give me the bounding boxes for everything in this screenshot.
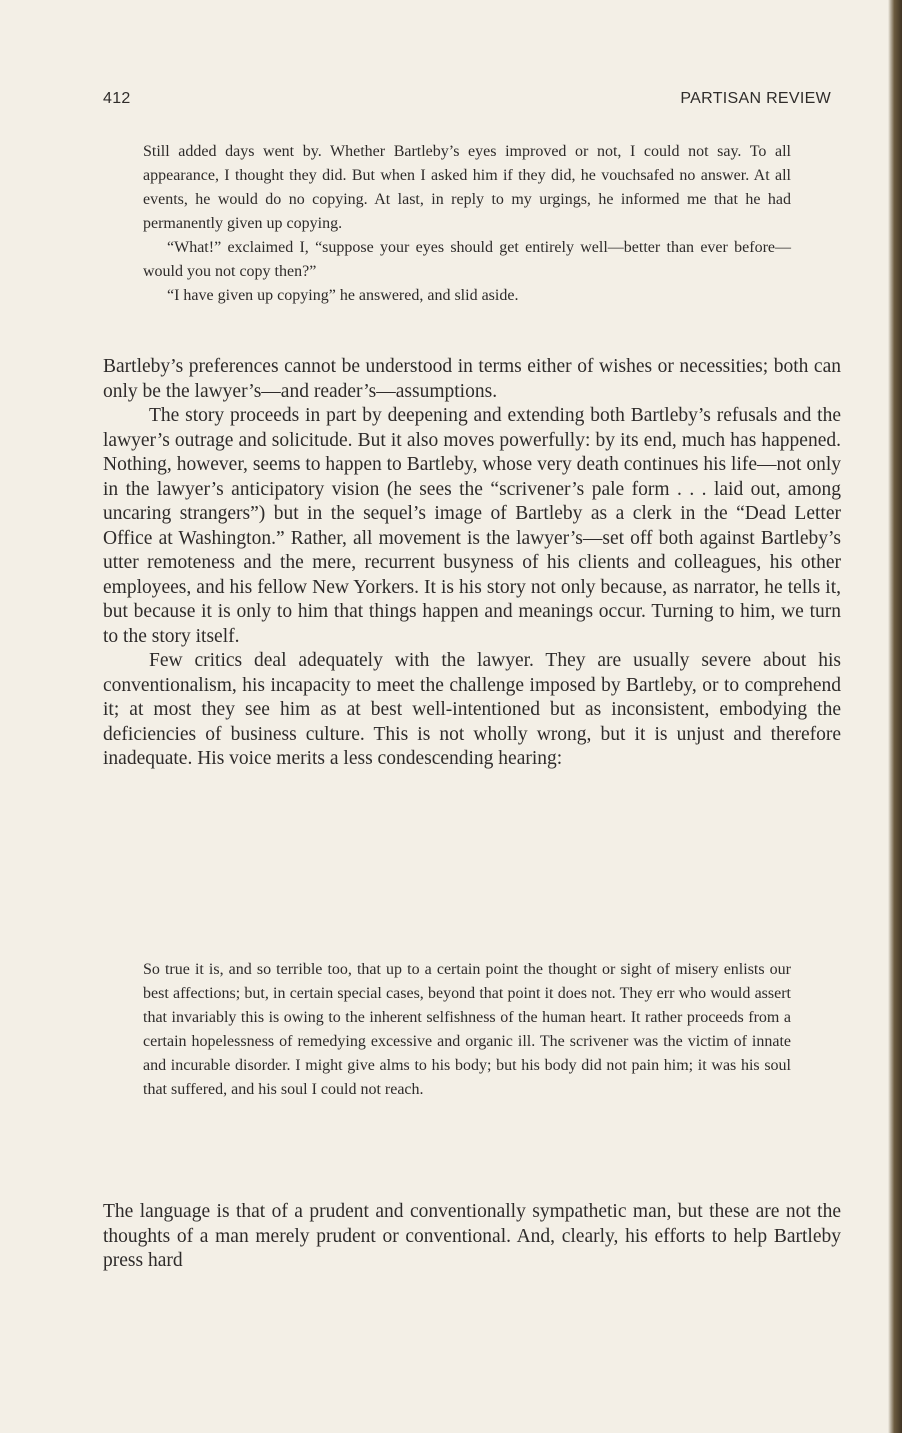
block-quote-lawyer-voice	[143, 958, 791, 1102]
body-paragraph: Bartleby’s preferences cannot be understood in terms either of wishes or necessities; both can only be the lawyer’s—and reader’s—assumptions.	[103, 356, 841, 402]
body-paragraph: The story proceeds in part by deepening and extending both Bartleby’s refusals and the lawyer’s outrage and solicitude. But it also moves powerfully: by its end, much has happened. Nothing, however, seems to happen to Bartleby, whose very death continues his life—not only in the lawyer’s anticipatory vision (he sees the “scrivener’s pale form . . . laid out, among uncaring strangers”) but in the sequel’s image of Bartleby as a clerk in the “Dead Letter Office at Washington.” Rather, all movement is the lawyer’s—set off both against Bartleby’s utter remoteness and the mere, recurrent busyness of his clients and colleagues, his other employees, and his fellow New Yorkers. It is his story not only because, as narrator, he tells it, but because it is only to him that things happen and meanings occur. Turning to him, we turn to the story itself.	[103, 405, 841, 647]
journal-title: PARTISAN REVIEW	[680, 90, 831, 107]
body-paragraph: Few critics deal adequately with the lawyer. They are usually severe about his conventionalism, his incapacity to meet the challenge imposed by Bartleby, or to comprehend it; at most they see him as at best well-intentioned but as inconsistent, embodying the deficiencies of business culture. This is not wholly wrong, but it is unjust and therefore inadequate. His voice merits a less condescending hearing:	[103, 650, 841, 769]
main-body-text	[103, 355, 841, 772]
quote-paragraph: Still added days went by. Whether Bartleby’s eyes improved or not, I could not say. To all appearance, I thought they did. But when I asked him if they did, he vouchsafed no answer. At all events, he would do no copying. At last, in reply to my urgings, he informed me that he had permanently given up copying.	[143, 143, 791, 232]
page-number: 412	[103, 90, 131, 107]
quote-paragraph: “I have given up copying” he answered, and slid aside.	[167, 287, 519, 304]
closing-body-text	[103, 1200, 841, 1274]
quote-paragraph: So true it is, and so terrible too, that up to a certain point the thought or sight of misery enlists our best affections; but, in certain special cases, beyond that point it does not. They err who would assert that invariably this is owing to the inherent selfishness of the human heart. It rather proceeds from a certain hopelessness of remedying excessive and organic ill. The scrivener was the victim of innate and incurable disorder. I might give alms to his body; but his body did not pain him; it was his soul that suffered, and his soul I could not reach.	[143, 961, 791, 1098]
quote-paragraph: “What!” exclaimed I, “suppose your eyes should get entirely well—better than ever before—would you not copy then?”	[143, 239, 791, 280]
page-edge	[888, 0, 902, 1433]
block-quote-bartleby-copying	[143, 140, 791, 308]
running-header	[103, 90, 831, 112]
body-paragraph: The language is that of a prudent and conventionally sympathetic man, but these are not the thoughts of a man merely prudent or conventional. And, clearly, his efforts to help Bartleby press hard	[103, 1201, 841, 1271]
